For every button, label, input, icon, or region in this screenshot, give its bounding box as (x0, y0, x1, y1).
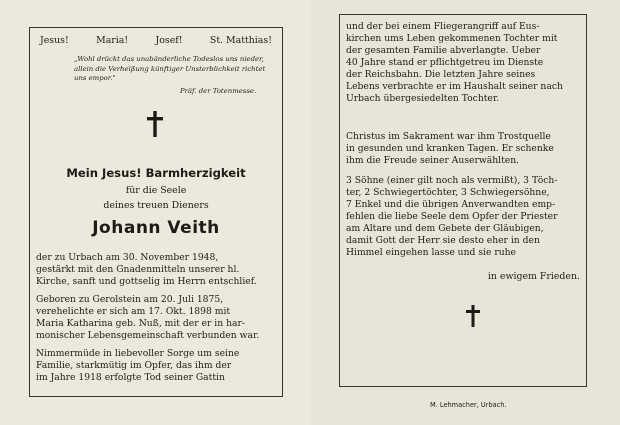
text-line: 3 Söhne (einer gilt noch als vermißt), 3 Töch- (346, 175, 558, 186)
right-card-border (339, 14, 587, 387)
text-line: Familie, starkmütig im Opfer, das ihm der (36, 360, 232, 371)
quote-source: Präf. der Totenmesse. (180, 87, 257, 95)
text-line: kirchen ums Leben gekommenen Tochter mit (346, 33, 558, 44)
text-line: am Altare und dem Gebete der Gläubigen, (346, 223, 544, 234)
text-line: fehlen die liebe Seele dem Opfer der Priester (346, 211, 558, 222)
birth-marriage-paragraph (36, 294, 274, 342)
continuation-paragraph (346, 21, 580, 105)
eternal-peace-line: in ewigem Frieden. (487, 271, 580, 282)
text-line: Maria Katharina geb. Nuß, mit der er in har- (36, 318, 245, 329)
preface-quote: „Wohl drückt das unabänderliche Todeslos uns nieder, allein die Verheißung künftiger Unsterblichkeit richtet uns empor." (74, 55, 266, 83)
right-card-page (310, 0, 620, 425)
left-card-border (29, 27, 283, 397)
text-line: Kirche, sanft und gottselig im Herrn entschlief. (36, 276, 257, 287)
text-line: der zu Urbach am 30. November 1948, (36, 252, 219, 263)
text-line: monischer Lebensgemeinschaft verbunden war. (36, 330, 260, 341)
for-soul-line: für die Seele (125, 185, 187, 196)
text-line: verehelichte er sich am 17. Okt. 1898 mit (36, 306, 231, 317)
text-line: ter, 2 Schwiegertöchter, 3 Schwiegersöhne, (346, 187, 550, 198)
text-line: Nimmermüde in liebevoller Sorge um seine (36, 348, 240, 359)
faithful-servant-line: deines treuen Dieners (103, 200, 209, 211)
text-line: Urbach übergesiedelten Tochter. (346, 93, 500, 104)
mercy-exclamation: Mein Jesus! Barmherzigkeit (66, 166, 246, 180)
death-paragraph (36, 252, 274, 288)
survivors-paragraph (346, 175, 580, 259)
invocation-matthias: St. Matthias! (209, 35, 272, 46)
text-line: 40 Jahre stand er pflichtgetreu im Dienste (346, 57, 544, 68)
latin-cross-icon (147, 111, 163, 141)
invocation-jesus: Jesus! (40, 35, 69, 46)
text-line: ihm die Freude seiner Auserwählten. (346, 155, 520, 166)
sacrament-paragraph (346, 131, 580, 167)
text-line: Lebens verbrachte er im Haushalt seiner nach (346, 81, 563, 92)
text-line: und der bei einem Fliegerangriff auf Eus- (346, 21, 540, 32)
invocation-line (40, 35, 272, 46)
text-line: damit Gott der Herr sie desto eher in den (346, 235, 540, 246)
printer-credit: M. Lehmacher, Urbach. (430, 401, 507, 409)
family-care-paragraph (36, 348, 274, 384)
text-line: in gesunden und kranken Tagen. Er schenke (346, 143, 554, 154)
text-line: 7 Enkel und die übrigen Anverwandten emp- (346, 199, 556, 210)
text-line: der gesamten Familie abverlangte. Ueber (346, 45, 541, 56)
deceased-name: Johann Veith (92, 218, 220, 238)
text-line: Christus im Sakrament war ihm Trostquelle (346, 131, 551, 142)
text-line: im Jahre 1918 erfolgte Tod seiner Gattin (36, 372, 225, 383)
text-line: Himmel eingehen lasse und sie ruhe (346, 247, 516, 258)
text-line: gestärkt mit den Gnadenmitteln unserer hl. (36, 264, 240, 275)
invocation-josef: Josef! (155, 35, 183, 46)
invocation-maria: Maria! (96, 35, 129, 46)
latin-cross-icon (466, 305, 480, 331)
text-line: Geboren zu Gerolstein am 20. Juli 1875, (36, 294, 224, 305)
text-line: der Reichsbahn. Die letzten Jahre seines (346, 69, 536, 80)
